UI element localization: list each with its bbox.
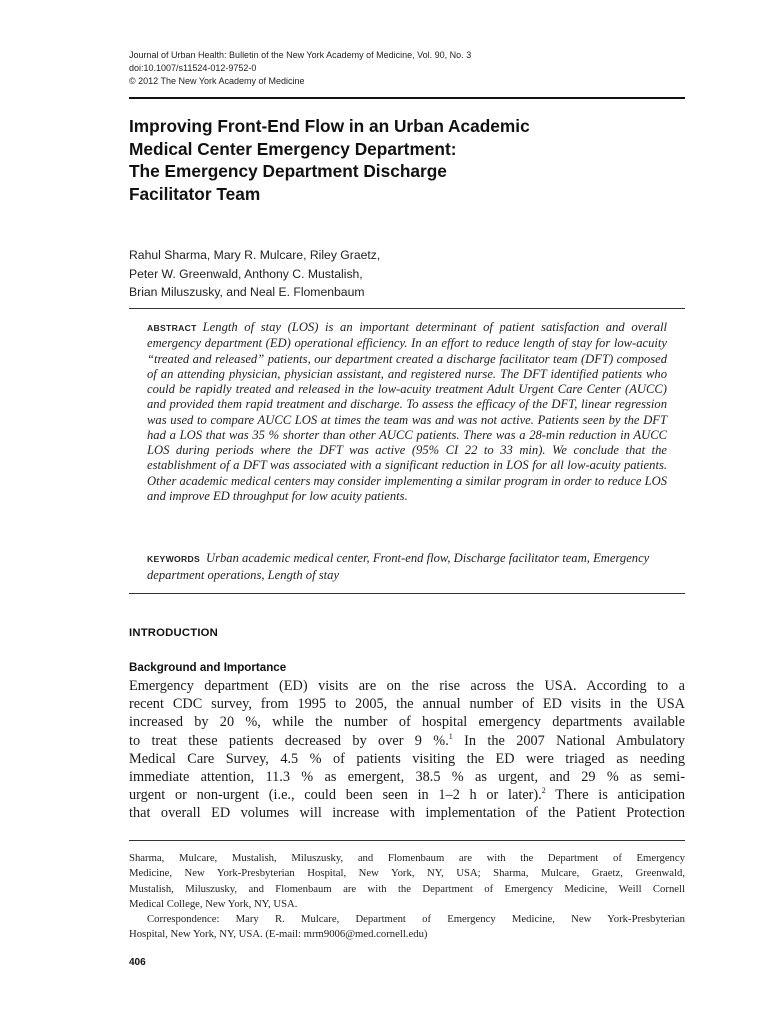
author-list [129,246,380,302]
author-line: Brian Miluszusky, and Neal E. Flomenbaum [129,285,365,299]
footnote-line: Medicine, New York-Presbyterian Hospital, New York, NY, USA; Sharma, Mulcare, Graetz, Greenwald, [129,867,685,880]
body-line-text: Emergency department (ED) visits are on the rise across the USA. According to a [129,678,685,694]
title-line: The Emergency Department Discharge [129,161,447,181]
body-line [129,677,685,695]
header-rule [129,97,685,99]
footnote-line: Correspondence: Mary R. Mulcare, Department of Emergency Medicine, New York-Presbyterian [147,913,685,926]
footnote-rule [129,840,685,841]
body-line [129,695,685,713]
body-line-text: immediate attention, 11.3 % as emergent, 38.5 % as urgent, and 29 % as semi- [129,769,685,786]
author-line: Rahul Sharma, Mary R. Mulcare, Riley Graetz, [129,248,381,262]
citation-reference[interactable]: 2 [541,786,546,796]
footnote-line: Mustalish, Miluszusky, and Flomenbaum are with the Department of Emergency Medicine, Weill Cornell [129,882,685,895]
author-affiliation-footnote [129,851,685,943]
body-line-text: to treat these patients decreased by over 9 %. [129,732,449,749]
abstract-bottom-rule [129,593,685,594]
title-line: Facilitator Team [129,183,261,204]
journal-header [129,49,471,88]
page-number: 406 [129,957,146,968]
keywords-label: KEYWORDS [147,554,201,564]
article-title [129,115,530,205]
footnote-line[interactable]: Hospital, New York, NY, USA. (E-mail: mrm9006@med.cornell.edu) [129,928,428,941]
abstract-text: Length of stay (LOS) is an important determinant of patient satisfaction and overall emergency department (ED) operational efficiency. In an effort to reduce length of stay for low-acuity “treated and released” patients, our department created a discharge facilitator team (DFT) composed of an attending physician, physician assistant, and registered nurse. The DFT identified patients who could be rapidly treated and released in the low-acuity treatment Adult Urgent Care Center (AUCC) and provided them rapid treatment and discharge. To assess the efficacy of the DFT, linear regression was used to compare AUCC LOS at times the team was and was not active. Patients seen by the DFT had a LOS that was 35 % shorter than other AUCC patients. There was a 28-min reduction in AUCC LOS during periods where the DFT was active (95% CI 22 to 33 min). We conclude that the establishment of a DFT was associated with a significant reduction in LOS for all low-acuity patients. Other academic medical centers may consider implementing a similar program in order to reduce LOS and improve ED throughput for low acuity patients. [147,320,667,503]
title-line: Medical Center Emergency Department: [129,138,457,159]
abstract-top-rule [129,308,685,309]
copyright: © 2012 The New York Academy of Medicine [129,76,305,86]
title-line: Improving Front-End Flow in an Urban Academic [129,116,530,136]
body-line-text: recent CDC survey, from 1995 to 2005, the annual number of ED visits in the USA [129,696,685,713]
body-line [129,768,685,786]
journal-citation: Journal of Urban Health: Bulletin of the New York Academy of Medicine, Vol. 90, No. 3 [129,50,472,60]
subsection-heading: Background and Importance [129,661,287,674]
body-line-text: urgent or non-urgent (i.e., could been seen in 1–2 h or later). [129,787,542,804]
body-line-text: increased by 20 %, while the number of hospital emergency departments available [129,714,685,731]
keywords-text: Urban academic medical center, Front-end flow, Discharge facilitator team, Emergency department operations, Length of stay [147,551,650,582]
author-line: Peter W. Greenwald, Anthony C. Mustalish, [129,266,363,281]
abstract-label: ABSTRACT [147,323,197,333]
body-line-text: In the 2007 National Ambulatory [452,732,686,749]
body-line-text: Medical Care Survey, 4.5 % of patients visiting the ED were triaged as needing [129,750,685,767]
footnote-line: Medical College, New York, NY, USA. [129,897,298,910]
body-line [129,786,685,804]
body-line [129,804,685,822]
doi[interactable]: doi:10.1007/s11524-012-9752-0 [129,63,257,73]
body-line [129,750,685,768]
body-paragraph [129,677,685,823]
abstract [147,320,667,504]
citation-reference[interactable]: 1 [448,731,453,741]
section-heading-introduction: INTRODUCTION [129,627,219,639]
body-line-text: There is anticipation [545,787,685,804]
body-line [129,732,685,750]
keywords [147,551,667,583]
body-line [129,713,685,731]
footnote-line: Sharma, Mulcare, Mustalish, Miluszusky, and Flomenbaum are with the Department of Emergency [129,852,685,864]
body-line-text: that overall ED volumes will increase with implementation of the Patient Protection [129,805,685,822]
